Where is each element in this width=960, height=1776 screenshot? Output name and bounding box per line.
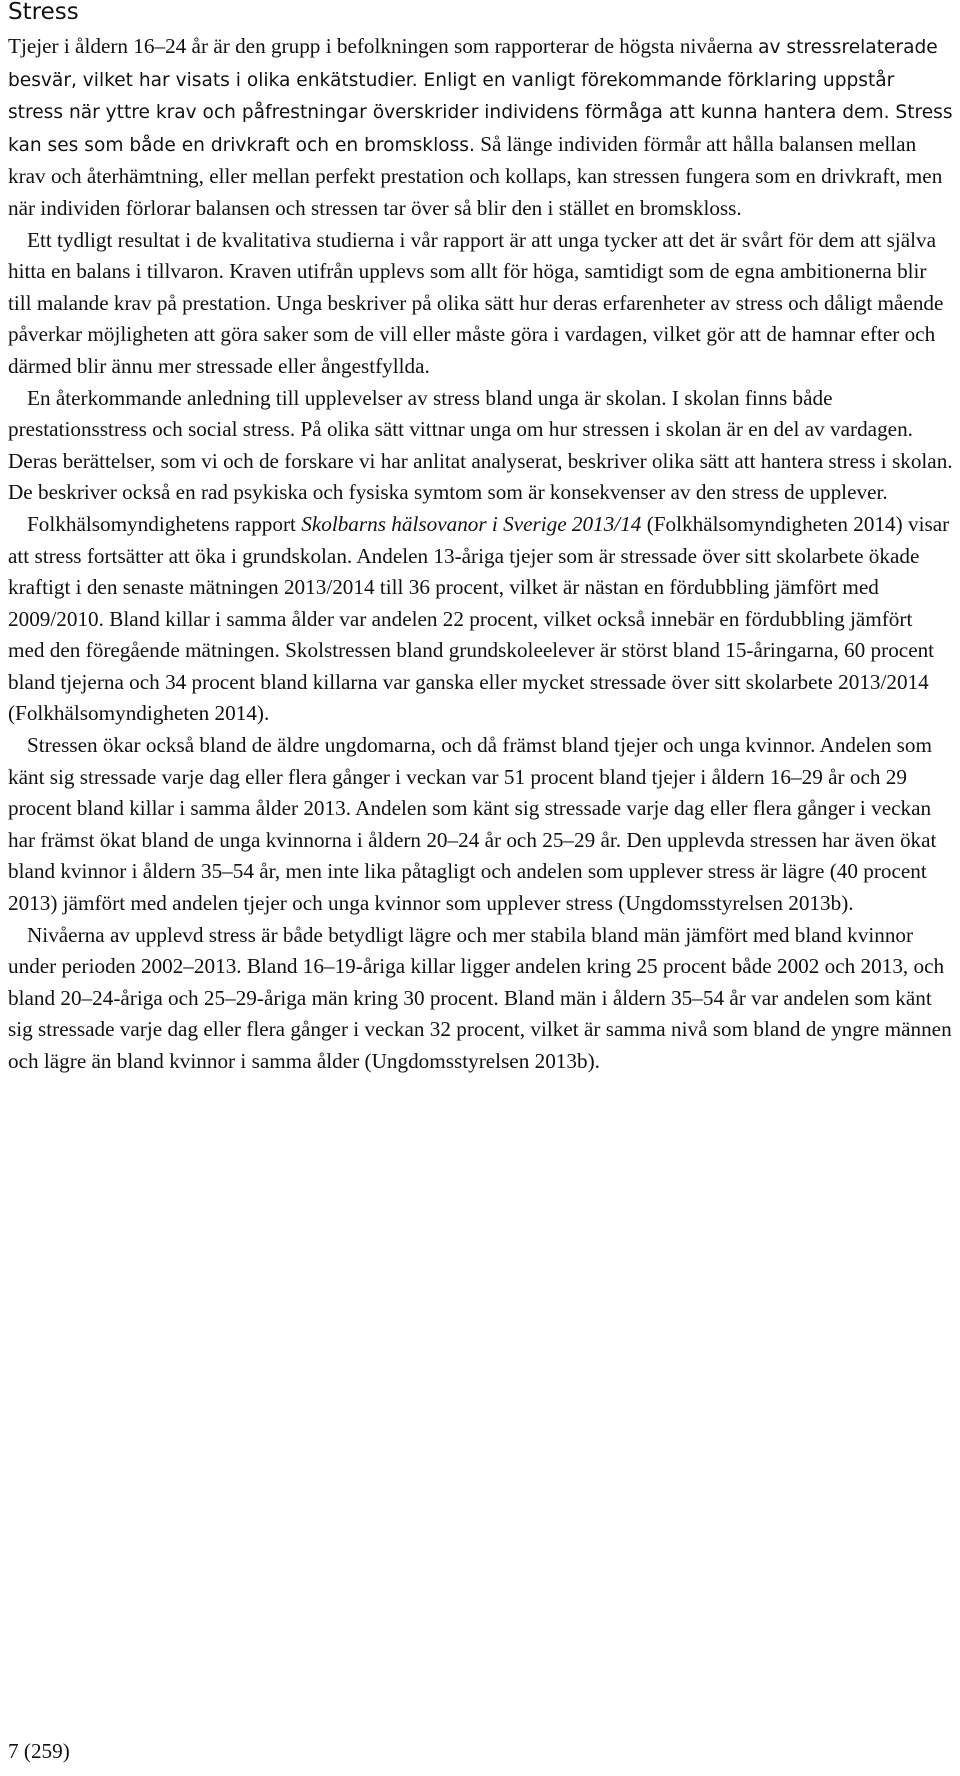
paragraph-text: Så länge individen förmår att hålla balansen mellan krav och återhämtning, eller mellan perfekt prestation och kollaps, kan stressen fungera som en drivkraft, men när individen förlorar balansen och stressen tar över så blir den i stället en bromskloss. <box>8 131 943 220</box>
section-heading: Stress <box>8 0 79 25</box>
paragraph-text: Nivåerna av upplevd stress är både betydligt lägre och mer stabila bland män jämfört med bland kvinnor under perioden 2002–2013. Bland 16–19-åriga killar ligger andelen kring 25 procent både 2002 och 2013, och bland 20–24-åriga och 25–29-åriga män kring 30 procent. Bland män i åldern 35–54 år var andelen som känt sig stressade varje dag eller flera gånger i veckan 32 procent, vilket är samma nivå som bland de yngre männen och lägre än bland kvinnor i samma ålder (Ungdomsstyrelsen 2013b). <box>8 922 952 1073</box>
paragraph-text: (Folkhälsomyndigheten 2014) visar att stress fortsätter att öka i grundskolan. Andelen 13-åriga tjejer som är stressade över sitt skolarbete ökade kraftigt i den senaste mätningen 2013/2014 till 36 procent, vilket är nästan en fördubbling jämfört med 2009/2010. Bland killar i samma ålder var andelen 22 procent, vilket också innebär en fördubbling jämfört med den föregående mätningen. Skolstressen bland grundskoleelever är störst bland 15-åringarna, 60 procent bland tjejerna och 34 procent bland killarna var ganska eller mycket stressade över sitt skolarbete 2013/2014 (Folkhälsomyndigheten 2014). <box>8 511 950 726</box>
paragraph-text: Folkhälsomyndighetens rapport <box>27 511 302 536</box>
paragraph-intro <box>8 31 953 225</box>
paragraph-balance <box>8 225 953 383</box>
paragraph-text-sans: av stressrelaterade besvär, vilket har visats i olika enkätstudier. Enligt en vanligt förekommande förklaring uppstår stress när yttre krav och påfrestningar överskrider individens förmåga att kunna hantera dem. Stress kan ses som både en drivkraft och en bromskloss. <box>8 37 953 156</box>
paragraph-older-youth <box>8 730 953 920</box>
paragraph-text: En återkommande anledning till upplevelser av stress bland unga är skolan. I skolan finns både prestationsstress och social stress. På olika sätt vittnar unga om hur stressen i skolan är en del av vardagen. Deras berättelser, som vi och de forskare vi har anlitat analyserat, beskriver olika sätt att hantera stress i skolan. De beskriver också en rad psykiska och fysiska symtom som är konsekvenser av den stress de upplever. <box>8 385 953 505</box>
report-title: Skolbarns hälsovanor i Sverige 2013/14 <box>301 511 642 536</box>
paragraph-text: Stressen ökar också bland de äldre ungdomarna, och då främst bland tjejer och unga kvinnor. Andelen som känt sig stressade varje dag eller flera gånger i veckan var 51 procent bland tjejer i åldern 16–29 år och 29 procent bland killar i samma ålder 2013. Andelen som känt sig stressade varje dag eller flera gånger i veckan har främst ökat bland de unga kvinnorna i åldern 20–24 år och 25–29 år. Den upplevda stressen har även ökat bland kvinnor i åldern 35–54 år, men inte lika påtagligt och andelen som upplever stress är lägre (40 procent 2013) jämfört med andelen tjejer och unga kvinnor som upplever stress (Ungdomsstyrelsen 2013b). <box>8 733 937 916</box>
paragraph-men <box>8 920 953 1078</box>
page-number: 7 (259) <box>8 1739 70 1763</box>
paragraph-text: Tjejer i åldern 16–24 år är den grupp i befolkningen som rapporterar de högsta nivåerna <box>8 34 759 58</box>
paragraph-text: Ett tydligt resultat i de kvalitativa studierna i vår rapport är att unga tycker att det är svårt för dem att själva hitta en balans i tillvaron. Kraven utifrån upplevs som allt för höga, samtidigt som de egna ambitionerna blir till malande krav på prestation. Unga beskriver på olika sätt hur deras erfarenheter av stress och dåligt mående påverkar möjligheten att göra saker som de vill eller måste göra i vardagen, vilket gör att de hamnar efter och därmed blir ännu mer stressade eller ångestfyllda. <box>8 227 944 378</box>
paragraph-school <box>8 383 953 509</box>
paragraph-report <box>8 509 953 730</box>
body-text <box>8 31 953 1078</box>
